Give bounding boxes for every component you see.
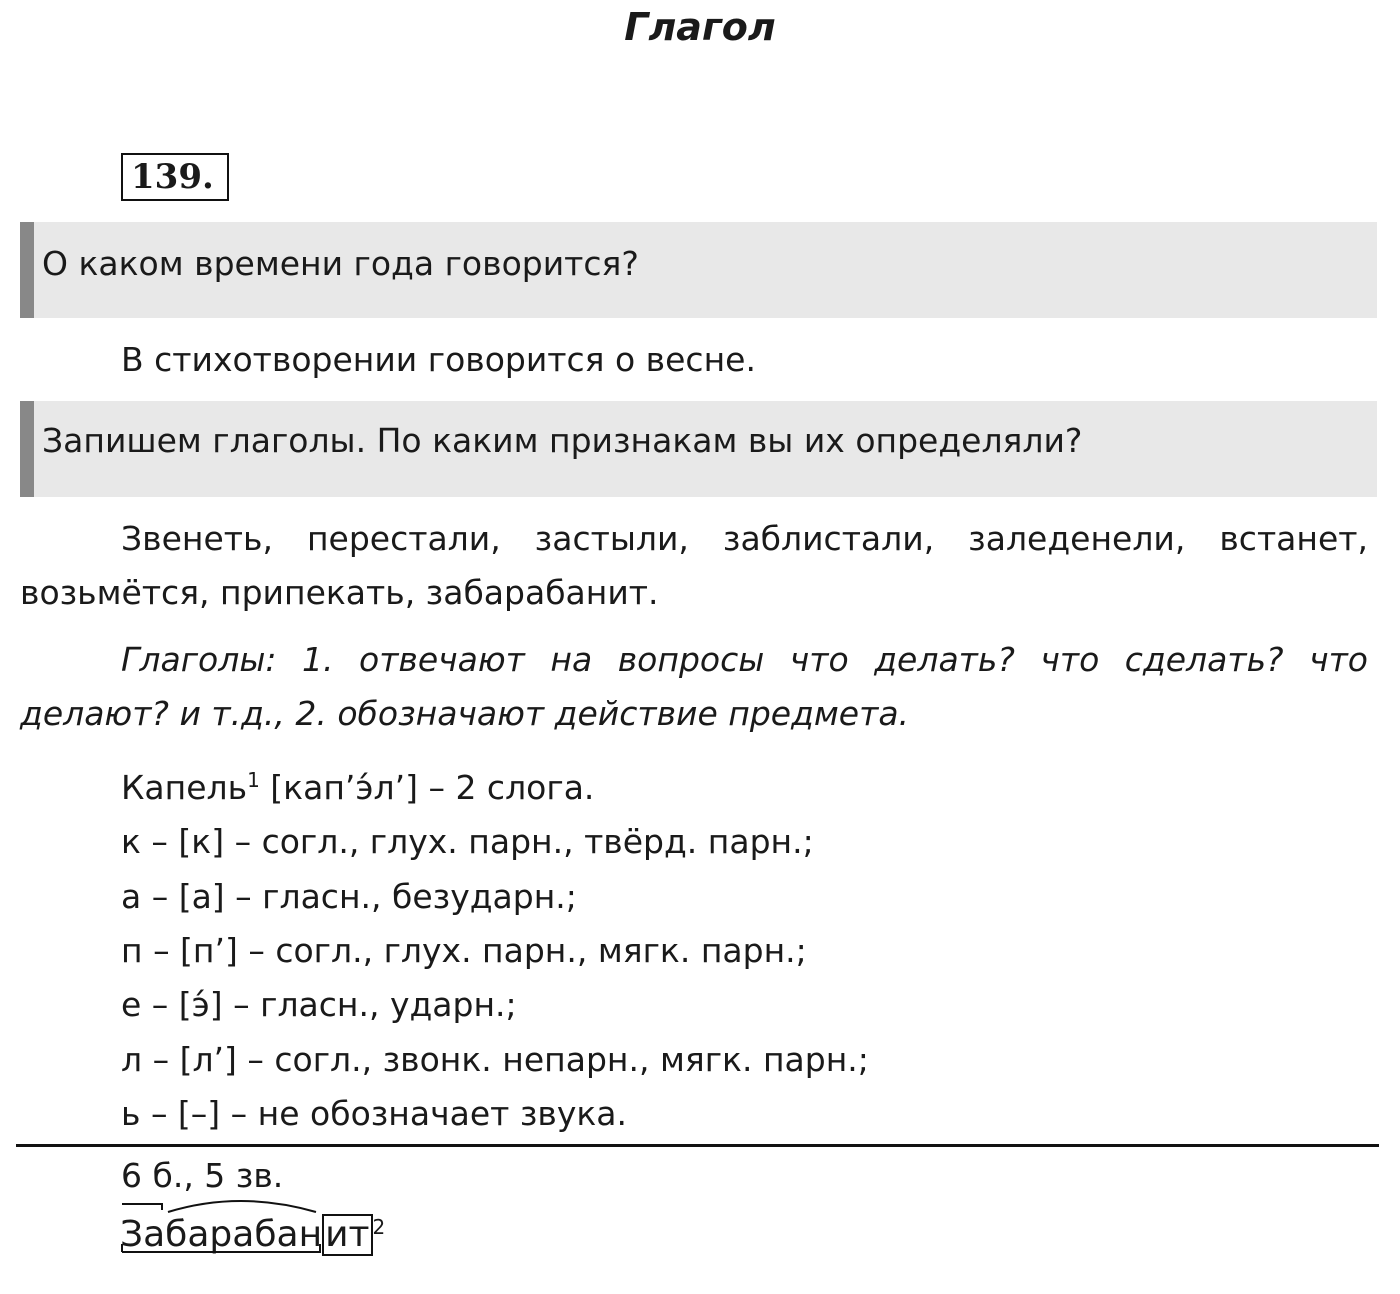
morpheme-marks — [120, 1196, 380, 1266]
root-arc — [168, 1201, 316, 1212]
prefix: За — [120, 1214, 166, 1255]
question-2: Запишем глаголы. По каким признакам вы их определяли? — [42, 421, 1083, 460]
exercise-number: 139. — [121, 153, 229, 201]
letter-analysis-row: ь – [–] – не обозначает звука. — [121, 1094, 628, 1133]
page-title: Глагол — [624, 5, 776, 49]
letters-sounds-summary: 6 б., 5 зв. — [121, 1156, 284, 1195]
stem-mark — [122, 1244, 320, 1252]
letter-analysis-row: е – [э́] – гласн., ударн.; — [121, 985, 517, 1024]
question-box-2 — [20, 401, 1377, 497]
letter-analysis-row: к – [к] – согл., глух. парн., твёрд. парн.; — [121, 822, 814, 861]
analysis-marker: 1 — [247, 768, 260, 792]
analyzed-word: Капель — [121, 768, 248, 807]
word-transcription — [121, 768, 594, 808]
root: барабан — [165, 1214, 323, 1255]
letter-analysis-row: а – [а] – гласн., безударн.; — [121, 877, 577, 916]
answer-1: В стихотворении говорится о весне. — [121, 340, 756, 379]
letter-analysis-row: п – [п’] – согл., глух. парн., мягк. парн.; — [121, 931, 807, 970]
verb-features-paragraph: Глаголы: 1. отвечают на вопросы что делать? что сделать? что делают? и т.д., 2. обозначают действие предмета. — [20, 640, 1368, 733]
question-box-1 — [20, 222, 1377, 318]
transcription: [кап’э́л’] – 2 слога. — [259, 768, 595, 807]
question-1: О каком времени года говорится? — [42, 244, 639, 283]
morpheme-marker: 2 — [372, 1215, 386, 1239]
divider — [16, 1144, 1379, 1147]
morpheme-analysis — [120, 1210, 385, 1260]
letter-analysis-row: л – [л’] – согл., звонк. непарн., мягк. парн.; — [121, 1040, 869, 1079]
prefix-mark — [122, 1204, 162, 1210]
ending-box: ит — [322, 1214, 372, 1256]
verbs-paragraph: Звенеть, перестали, застыли, заблистали, заледенели, встанет, возьмётся, припекать, забарабанит. — [20, 519, 1368, 612]
